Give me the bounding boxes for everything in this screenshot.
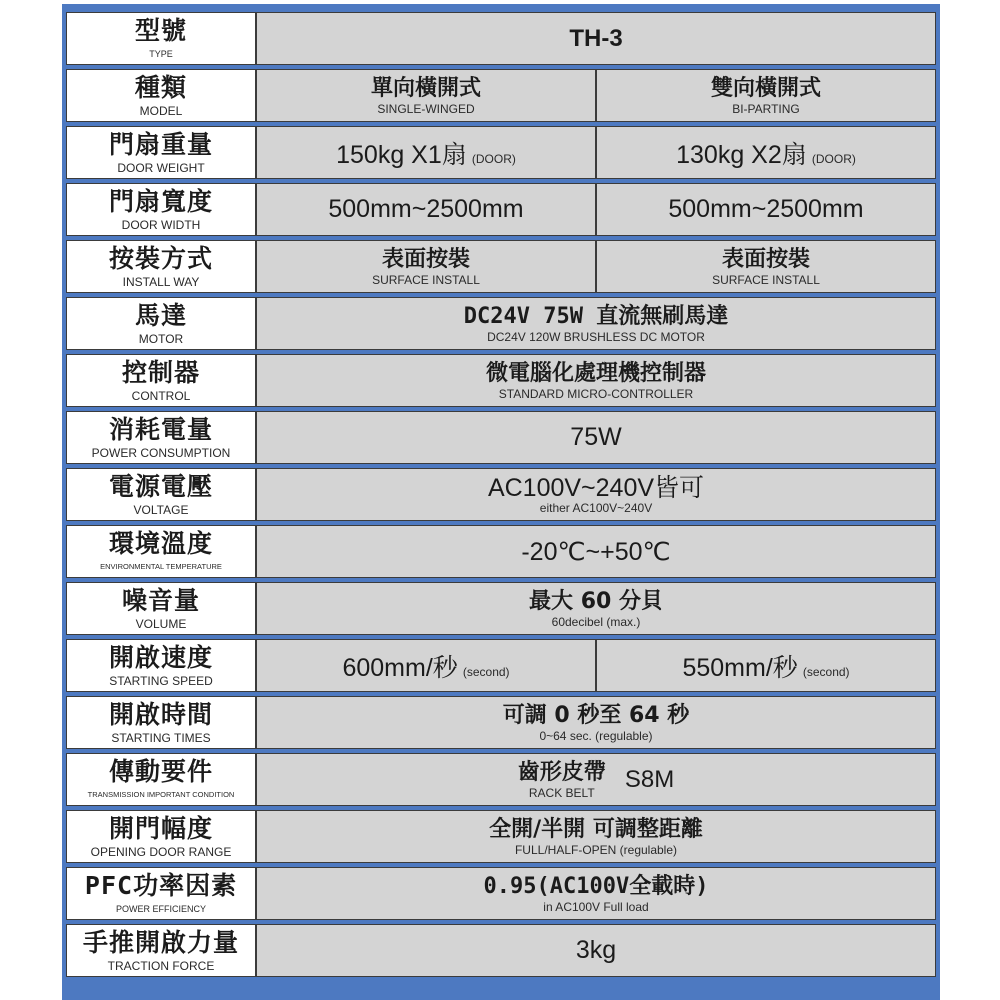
value-zh: 齒形皮帶: [517, 759, 606, 785]
label-zh: 門扇寬度: [108, 186, 213, 216]
value-text: 600mm/秒: [342, 653, 458, 682]
value-cell-right: [596, 126, 936, 179]
value-en: SURFACE INSTALL: [372, 272, 480, 287]
value-text: 75W: [570, 423, 622, 451]
label-cell: [66, 924, 256, 977]
value-cell: [256, 354, 936, 407]
table-row: [66, 12, 936, 65]
label-en: STARTING SPEED: [109, 673, 213, 688]
table-row: [66, 696, 936, 749]
table-row: [66, 354, 936, 407]
label-zh: 開門幅度: [108, 813, 213, 843]
value-cell-right: [596, 240, 936, 293]
label-zh: 控制器: [121, 357, 200, 387]
value-zh: 0.95(AC100V全載時): [483, 873, 709, 899]
label-cell: [66, 468, 256, 521]
table-row: [66, 582, 936, 635]
label-en: STARTING TIMES: [111, 730, 211, 745]
value-cell-right: [596, 639, 936, 692]
value-unit: (DOOR): [471, 151, 516, 166]
label-cell: [66, 867, 256, 920]
table-row: [66, 240, 936, 293]
belt-block: [518, 760, 606, 800]
label-en: VOLTAGE: [133, 502, 189, 517]
label-prefix: PFC: [84, 870, 134, 900]
label-zh: 電源電壓: [108, 471, 213, 501]
value-cell: [256, 696, 936, 749]
table-row: [66, 297, 936, 350]
table-row: [66, 69, 936, 122]
label-cell: [66, 639, 256, 692]
label-cell: [66, 696, 256, 749]
table-row: [66, 924, 936, 977]
value-cell: [256, 924, 936, 977]
value-cell-right: [596, 69, 936, 122]
label-cell: [66, 12, 256, 65]
value-text: 150kg X1扇: [336, 140, 467, 169]
value-cell: [256, 411, 936, 464]
label-zh: 噪音量: [121, 585, 200, 615]
label-en: OPENING DOOR RANGE: [90, 844, 232, 859]
table-row: [66, 468, 936, 521]
value-en: SINGLE-WINGED: [377, 101, 475, 116]
value-text: 500mm~2500mm: [328, 195, 524, 223]
value-cell-left: [256, 183, 596, 236]
label-zh: 按裝方式: [108, 243, 213, 273]
table-row: [66, 753, 936, 806]
label-en: CONTROL: [131, 388, 191, 403]
value-cell: [256, 297, 936, 350]
label-zh: 型號: [134, 15, 187, 45]
value-text: 550mm/秒: [682, 653, 798, 682]
value-cell-left: [256, 639, 596, 692]
label-zh: [67, 872, 255, 900]
value-zh: 最大 60 分貝: [529, 588, 663, 614]
spec-table: [66, 8, 936, 981]
label-cell: [66, 297, 256, 350]
table-row: [66, 867, 936, 920]
label-en: POWER CONSUMPTION: [91, 445, 231, 460]
label-en: TYPE: [149, 48, 173, 59]
value-zh: 全開/半開 可調整距離: [489, 816, 703, 842]
label-zh: 馬達: [134, 300, 187, 330]
value-zh: 雙向橫開式: [710, 75, 821, 101]
value-en: in AC100V Full load: [543, 899, 649, 914]
label-en: INSTALL WAY: [122, 274, 200, 289]
value-en: DC24V 120W BRUSHLESS DC MOTOR: [487, 329, 705, 344]
value-zh: AC100V~240V皆可: [487, 473, 705, 502]
value-zh: 可調 0 秒至 64 秒: [502, 702, 690, 728]
label-zh: 環境溫度: [108, 528, 213, 558]
value-text: 130kg X2扇: [676, 140, 807, 169]
value-unit: (second): [802, 664, 850, 679]
label-cell: [66, 753, 256, 806]
value-cell-left: [256, 69, 596, 122]
value-cell-left: [256, 126, 596, 179]
label-cell: [66, 525, 256, 578]
value-text: 3kg: [575, 936, 617, 964]
spec-table-frame: [62, 4, 940, 1000]
value-cell: [256, 468, 936, 521]
table-row: [66, 810, 936, 863]
value-cell: [256, 582, 936, 635]
value-text: -20℃~+50℃: [521, 537, 671, 566]
value-en: SURFACE INSTALL: [712, 272, 820, 287]
value-en: 60decibel (max.): [551, 614, 641, 629]
label-cell: [66, 411, 256, 464]
value-unit: (second): [462, 664, 510, 679]
value-zh: 表面按裝: [381, 246, 470, 272]
label-en: TRANSMISSION IMPORTANT CONDITION: [87, 789, 235, 799]
value-cell: [256, 810, 936, 863]
label-cell: [66, 69, 256, 122]
label-zh: 開啟時間: [108, 699, 213, 729]
label-zh: 手推開啟力量: [82, 927, 239, 957]
value-en: either AC100V~240V: [539, 500, 653, 515]
label-en: VOLUME: [135, 616, 187, 631]
label-cell: [66, 240, 256, 293]
table-row: [66, 183, 936, 236]
value-cell: [256, 867, 936, 920]
table-row: [66, 639, 936, 692]
table-row: [66, 411, 936, 464]
value-text: 500mm~2500mm: [668, 195, 864, 223]
value-cell: [256, 753, 936, 806]
label-cell: [66, 126, 256, 179]
label-en: POWER EFFICIENCY: [115, 903, 206, 914]
value-en: RACK BELT: [528, 785, 595, 800]
label-cell: [66, 810, 256, 863]
label-zh: 消耗電量: [108, 414, 213, 444]
label-cell: [66, 582, 256, 635]
label-zh-text: 功率因素: [133, 870, 238, 900]
value-cell-left: [256, 240, 596, 293]
label-zh: 種類: [134, 72, 187, 102]
label-en: TRACTION FORCE: [107, 958, 215, 973]
label-zh: 開啟速度: [108, 642, 213, 672]
table-row: [66, 126, 936, 179]
label-en: DOOR WIDTH: [121, 217, 201, 232]
label-cell: [66, 354, 256, 407]
value-zh: 微電腦化處理機控制器: [485, 360, 706, 386]
value-cell-right: [596, 183, 936, 236]
model-number: TH-3: [569, 24, 623, 52]
value-zh: 單向橫開式: [370, 75, 481, 101]
value-en: FULL/HALF-OPEN (regulable): [514, 842, 678, 857]
belt-code: S8M: [624, 765, 675, 793]
label-cell: [66, 183, 256, 236]
value-zh: DC24V 75W 直流無刷馬達: [463, 303, 729, 329]
value-unit: (DOOR): [811, 151, 856, 166]
label-en: MOTOR: [138, 331, 184, 346]
value-cell: [256, 525, 936, 578]
label-zh: 傳動要件: [108, 756, 213, 786]
value-en: 0~64 sec. (regulable): [539, 728, 653, 743]
label-en: ENVIRONMENTAL TEMPERATURE: [100, 561, 222, 571]
label-en: DOOR WEIGHT: [117, 160, 205, 175]
value-en: BI-PARTING: [732, 101, 800, 116]
table-row: [66, 525, 936, 578]
label-en: MODEL: [139, 103, 183, 118]
value-en: STANDARD MICRO-CONTROLLER: [498, 386, 694, 401]
label-zh: 門扇重量: [108, 129, 213, 159]
value-zh: 表面按裝: [721, 246, 810, 272]
value-cell: [256, 12, 936, 65]
